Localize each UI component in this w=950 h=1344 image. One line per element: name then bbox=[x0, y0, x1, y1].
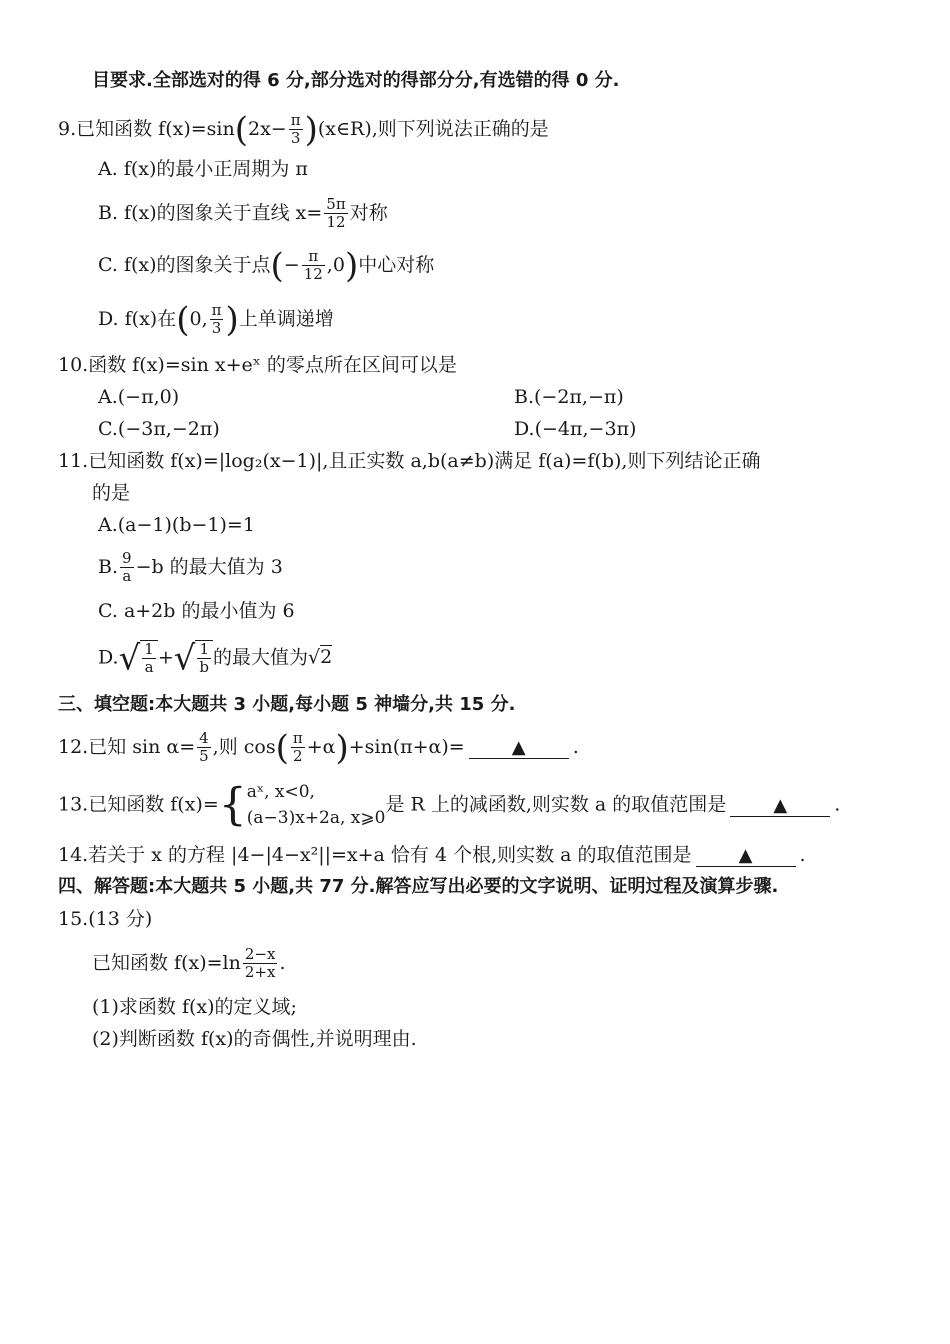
question-11-stem: 11.已知函数 f(x)=|log₂(x−1)|,且正实数 a,b(a≠b)满足 f(a)=f(b),则下列结论正确 bbox=[58, 450, 761, 472]
question-9-stem: 9.已知函数 f(x)=sin(2x− $\frac{\pi}{3}$ )(x∈R),则下列说法正确的是 bbox=[58, 109, 549, 150]
question-11-option-c: C. a+2b 的最小值为 6 bbox=[98, 600, 295, 622]
question-11-stem-cont: 的是 bbox=[92, 482, 131, 504]
question-15-heading: 15.(13 分) bbox=[58, 908, 153, 930]
instruction-line: 目要求.全部选对的得 6 分,部分选对的得部分分,有选错的得 0 分. bbox=[92, 70, 620, 91]
question-10-option-d: D.(−4π,−3π) bbox=[514, 418, 637, 440]
question-10-stem: 10.函数 f(x)=sin x+eˣ 的零点所在区间可以是 bbox=[58, 354, 457, 376]
answer-blank-13[interactable]: ▲ bbox=[730, 796, 830, 817]
answer-blank-12[interactable]: ▲ bbox=[469, 738, 569, 759]
question-9-option-c: C. f(x)的图象关于点(− $\frac{\pi}{12}$ ,0)中心对称 bbox=[98, 245, 435, 286]
question-9-option-b: B. f(x)的图象关于直线 x= $\frac{5\pi}{12}$ 对称 bbox=[98, 195, 388, 232]
question-11-option-b: B. $\frac{9}{a}$ −b 的最大值为 3 bbox=[98, 549, 283, 586]
answer-blank-14[interactable]: ▲ bbox=[696, 846, 796, 867]
question-11-option-d: D.√ $\frac{1}{a}$ +√ $\frac{1}{b}$ 的最大值为√2 bbox=[98, 638, 333, 679]
question-10-option-c: C.(−3π,−2π) bbox=[98, 418, 220, 440]
question-15-stem: 已知函数 f(x)=ln $\frac{2-x}{2+x}$ . bbox=[92, 945, 286, 982]
section-4-heading: 四、解答题:本大题共 5 小题,共 77 分.解答应写出必要的文字说明、证明过程及演算步骤. bbox=[58, 876, 779, 897]
question-10-option-a: A.(−π,0) bbox=[98, 386, 180, 408]
question-9-option-d: D. f(x)在(0, $\frac{\pi}{3}$ )上单调递增 bbox=[98, 299, 334, 340]
question-11-option-a: A.(a−1)(b−1)=1 bbox=[98, 514, 255, 536]
section-3-heading: 三、填空题:本大题共 3 小题,每小题 5 神墙分,共 15 分. bbox=[58, 694, 516, 715]
question-14: 14.若关于 x 的方程 |4−|4−x²||=x+a 恰有 4 个根,则实数 a 的取值范围是 ▲ . bbox=[58, 844, 806, 866]
question-15-part-1: (1)求函数 f(x)的定义域; bbox=[92, 996, 297, 1018]
question-10-option-b: B.(−2π,−π) bbox=[514, 386, 624, 408]
question-15-part-2: (2)判断函数 f(x)的奇偶性,并说明理由. bbox=[92, 1028, 417, 1050]
question-9-option-a: A. f(x)的最小正周期为 π bbox=[98, 158, 308, 180]
question-12: 12.已知 sin α= $\frac{4}{5}$ ,则 cos( $\frac{\pi}{2}$ +α)+sin(π+α)= ▲ . bbox=[58, 727, 579, 768]
question-13: 13.已知函数 f(x)={ aˣ, x<0, (a−3)x+2a, x⩾0 是 R 上的减函数,则实数 a 的取值范围是 ▲ . bbox=[58, 779, 841, 831]
